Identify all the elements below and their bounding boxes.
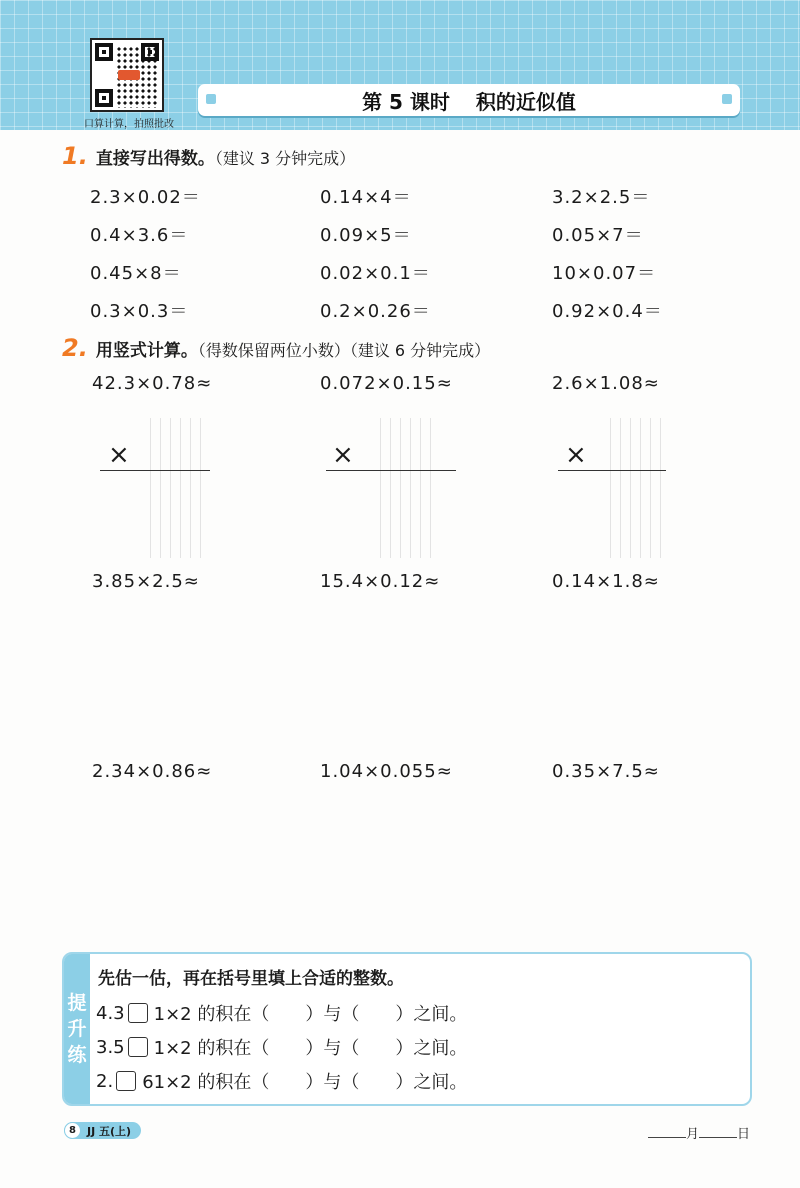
oral-problem: 0.14×4＝: [320, 187, 412, 208]
oral-problem: 0.92×0.4＝: [552, 301, 663, 322]
lesson-title-bar: [198, 84, 740, 116]
lesson-number: 第 5 课时: [362, 89, 450, 114]
oral-problem: 0.09×5＝: [320, 225, 412, 246]
oral-problem: 3.2×2.5＝: [552, 187, 651, 208]
fill-box[interactable]: [128, 1037, 148, 1057]
times-sign: ×: [565, 440, 587, 470]
qr-caption: 口算计算，拍照批改: [84, 119, 174, 130]
column-guide: [150, 418, 210, 558]
section1-title: 1. 直接写出得数。（建议 3 分钟完成）: [62, 142, 356, 170]
practice-item: 3.5 1×2 的积在（ ）与（ ）之间。: [96, 1036, 468, 1059]
vertical-problem: 15.4×0.12≈: [320, 571, 441, 592]
vertical-problem: 0.14×1.8≈: [552, 571, 660, 592]
vertical-problem: 1.04×0.055≈: [320, 761, 453, 782]
practice-box: [62, 952, 752, 1106]
vertical-problem: 42.3×0.78≈: [92, 373, 213, 394]
oral-problem: 0.4×3.6＝: [90, 225, 189, 246]
calc-line: [100, 470, 210, 471]
oral-problem: 0.2×0.26＝: [320, 301, 431, 322]
oral-problem: 0.3×0.3＝: [90, 301, 189, 322]
vertical-problem: 0.35×7.5≈: [552, 761, 660, 782]
footer-badge: [64, 1122, 141, 1139]
calc-line: [558, 470, 666, 471]
times-sign: ×: [332, 440, 354, 470]
book-label: JJ 五(上): [87, 1124, 132, 1138]
fill-box[interactable]: [116, 1071, 136, 1091]
page-number: 8: [64, 1122, 81, 1139]
date-field: 月 日: [648, 1123, 750, 1142]
column-guide: [380, 418, 440, 558]
section2-title: 2. 用竖式计算。（得数保留两位小数）（建议 6 分钟完成）: [62, 334, 491, 362]
column-guide: [610, 418, 670, 558]
times-sign: ×: [108, 440, 130, 470]
oral-problem: 0.05×7＝: [552, 225, 644, 246]
vertical-problem: 0.072×0.15≈: [320, 373, 453, 394]
vertical-problem: 2.6×1.08≈: [552, 373, 660, 394]
practice-label: 提 升 练: [64, 954, 90, 1104]
calc-line: [326, 470, 456, 471]
oral-problem: 10×0.07＝: [552, 263, 657, 284]
lesson-topic: 积的近似值: [475, 89, 576, 114]
practice-heading: 先估一估，再在括号里填上合适的整数。: [98, 969, 404, 989]
fill-box[interactable]: [128, 1003, 148, 1023]
qr-code[interactable]: [90, 38, 164, 112]
practice-item: 2. 61×2 的积在（ ）与（ ）之间。: [96, 1070, 468, 1093]
oral-problem: 0.45×8＝: [90, 263, 182, 284]
oral-problem: 2.3×0.02＝: [90, 187, 201, 208]
vertical-problem: 3.85×2.5≈: [92, 571, 200, 592]
vertical-problem: 2.34×0.86≈: [92, 761, 213, 782]
practice-item: 4.3 1×2 的积在（ ）与（ ）之间。: [96, 1002, 468, 1025]
oral-problem: 0.02×0.1＝: [320, 263, 431, 284]
